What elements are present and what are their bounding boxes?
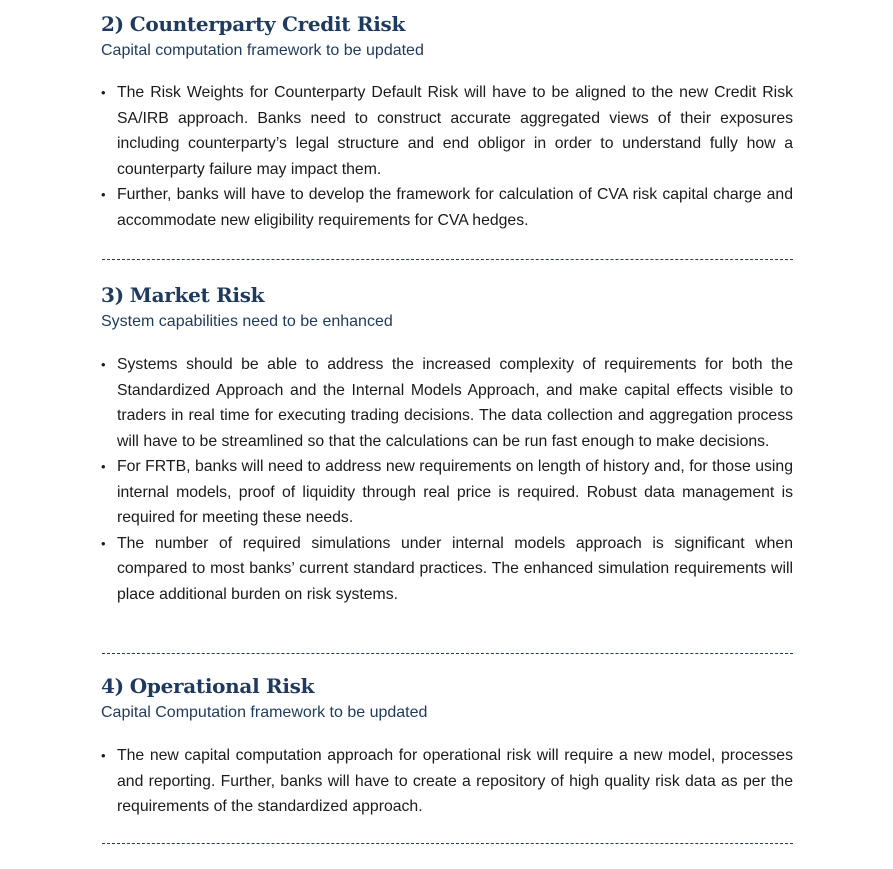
bullet-text: The Risk Weights for Counterparty Default Risk will have to be aligned to the new Credit Risk SA/IRB approach. Banks need to construct accurate aggregated views of their exposures including counterparty’s legal structure and end obligor in order to understand fully how a counterparty failure may impact them. [117, 84, 793, 178]
section-divider [102, 843, 793, 844]
section-number: 3) [101, 283, 124, 307]
section-heading [101, 673, 793, 699]
list-item [101, 531, 793, 608]
section-divider [102, 653, 793, 654]
section-title: Market Risk [129, 283, 265, 307]
list-item [101, 743, 793, 820]
bullet-text: The number of required simulations under internal models approach is significant when compared to most banks’ current standard practices. The enhanced simulation requirements will place additional burden on risk systems. [117, 534, 793, 603]
section-divider [102, 259, 793, 260]
section-number: 2) [101, 12, 124, 36]
bullet-marker: • [101, 357, 106, 372]
section-subtitle: Capital Computation framework to be updated [101, 704, 428, 721]
list-item [101, 352, 793, 454]
section-operational-risk [101, 673, 793, 815]
section-subtitle: Capital computation framework to be updated [101, 42, 424, 59]
section-counterparty-credit-risk [101, 11, 793, 229]
section-heading [101, 11, 793, 37]
list-item [101, 454, 793, 531]
list-item [101, 182, 793, 233]
bullet-marker: • [101, 535, 106, 551]
section-heading [101, 282, 793, 308]
section-market-risk [101, 282, 793, 603]
bullet-marker: • [101, 85, 106, 100]
bullet-list [101, 743, 793, 820]
bullet-text: Further, banks will have to develop the framework for calculation of CVA risk capital charge and accommodate new eligibility requirements for CVA hedges. [117, 186, 793, 229]
section-subtitle: System capabilities need to be enhanced [101, 313, 393, 330]
section-title: Counterparty Credit Risk [129, 12, 406, 36]
section-title: Operational Risk [129, 674, 315, 698]
bullet-marker: • [101, 748, 106, 763]
bullet-marker: • [101, 459, 106, 474]
bullet-list [101, 80, 793, 233]
list-item [101, 80, 793, 182]
bullet-text: The new capital computation approach for operational risk will require a new model, processes and reporting. Further, banks will have to create a repository of high quality risk data as per the requirements of the standardized approach. [117, 747, 793, 815]
bullet-marker: • [101, 187, 106, 202]
bullet-text: For FRTB, banks will need to address new requirements on length of history and, for those using internal models, proof of liquidity through real price is required. Robust data management is required for meeting these needs. [117, 458, 793, 526]
bullet-text: Systems should be able to address the increased complexity of requirements for both the Standardized Approach and the Internal Models Approach, and make capital effects visible to traders in real time for executing trading decisions. The data collection and aggregation process will have to be streamlined so that the calculations can be run fast enough to make decisions. [117, 356, 793, 450]
section-number: 4) [101, 674, 124, 698]
bullet-list [101, 352, 793, 607]
